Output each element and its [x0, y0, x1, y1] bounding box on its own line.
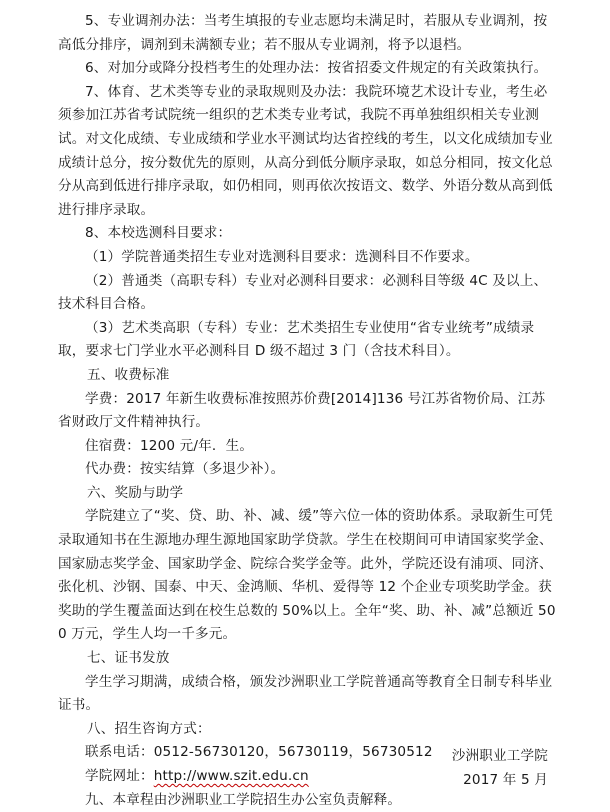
contact-site-link[interactable]: http://www.szit.edu.cn: [153, 768, 309, 784]
contact-phone-label: 联系电话：: [85, 744, 154, 761]
paragraph-arts-admission-rule: 7、体育、艺术类等专业的录取规则及办法：我院环境艺术设计专业，考生必须参加江苏省考试院统一组织的艺术类专业考试，我院不再单独组织相关专业测试。对文化成绩、专业成绩和学业水平测试均达省控线的考生，以文化成绩加专业成绩计总分，按分数优先的原则，从高分到低分顺序录取，如总分相同，按文化总分从高到低进行排序录取，如仍相同，则再依次按语文、数学、外语分数从高到低进行排序录取。: [58, 83, 553, 218]
signature-org: 沙洲职业工学院: [451, 748, 548, 764]
awards-heading: 六、奖励与助学: [87, 484, 184, 501]
document-body: [58, 10, 558, 812]
clause-9: 九、本章程由沙洲职业工学院招生办公室负责解释。: [85, 791, 402, 808]
paragraph-bonus-rule: 6、对加分或降分投档考生的处理办法：按省招委文件规定的有关政策执行。: [85, 60, 548, 77]
paragraph-subject-req-3: （3）艺术类高职（专科）专业：艺术类招生专业使用“省专业统考”成绩录取，要求七门学业水平必测科目 D 级不超过 3 门（含技术科目）。: [58, 319, 535, 360]
contact-phone-value: 0512-56730120，56730119，56730512: [153, 744, 433, 761]
fees-tuition: 学费：2017 年新生收费标准按照苏价费[2014]136 号江苏省物价局、江苏省财政厅文件精神执行。: [58, 390, 546, 431]
paragraph-adjustment-rule: 5、专业调剂办法：当考生填报的专业志愿均未满足时，若服从专业调剂，按高低分排序，调剂到未满额专业；若不服从专业调剂，将予以退档。: [58, 13, 548, 53]
contact-site-label: 学院网址：: [85, 768, 154, 784]
certificate-text: 学生学习期满，成绩合格，颁发沙洲职业工学院普通高等教育全日制专科毕业证书。: [58, 673, 553, 714]
signature-block: [452, 745, 548, 792]
paragraph-subject-req-1: （1）学院普通类招生专业对选测科目要求：选测科目不作要求。: [85, 248, 479, 265]
awards-text: 学院建立了“奖、贷、助、补、减、缓”等六位一体的资助体系。录取新生可凭录取通知书在生源地办理生源地国家助学贷款。学生在校期间可申请国家奖学金、国家励志奖学金、国家助学金、院综合奖学金等。此外，学院还设有浦项、同济、张化机、沙钢、国泰、中天、金鸿顺、华机、爱得等 12 个企业专项奖助学金。获奖助的学生覆盖面达到在校生总数的 50%以上。全年“奖、助、补、减”总额近 500 万元，学生人均一千多元。: [58, 508, 556, 643]
fees-agency: 代办费：按实结算（多退少补）。: [85, 461, 285, 478]
fees-housing: 住宿费：1200 元/年．生。: [85, 437, 254, 454]
contact-heading: 八、招生咨询方式：: [87, 720, 211, 737]
signature-date: 2017 年 5 月: [463, 771, 548, 788]
fees-heading: 五、收费标准: [87, 366, 170, 383]
certificate-heading: 七、证书发放: [87, 650, 170, 667]
paragraph-subject-req-2: （2）普通类（高职专科）专业对必测科目要求：必测科目等级 4C 及以上、技术科目合格。: [58, 272, 548, 313]
paragraph-subject-requirements: 8、本校选测科目要求：: [85, 225, 232, 242]
